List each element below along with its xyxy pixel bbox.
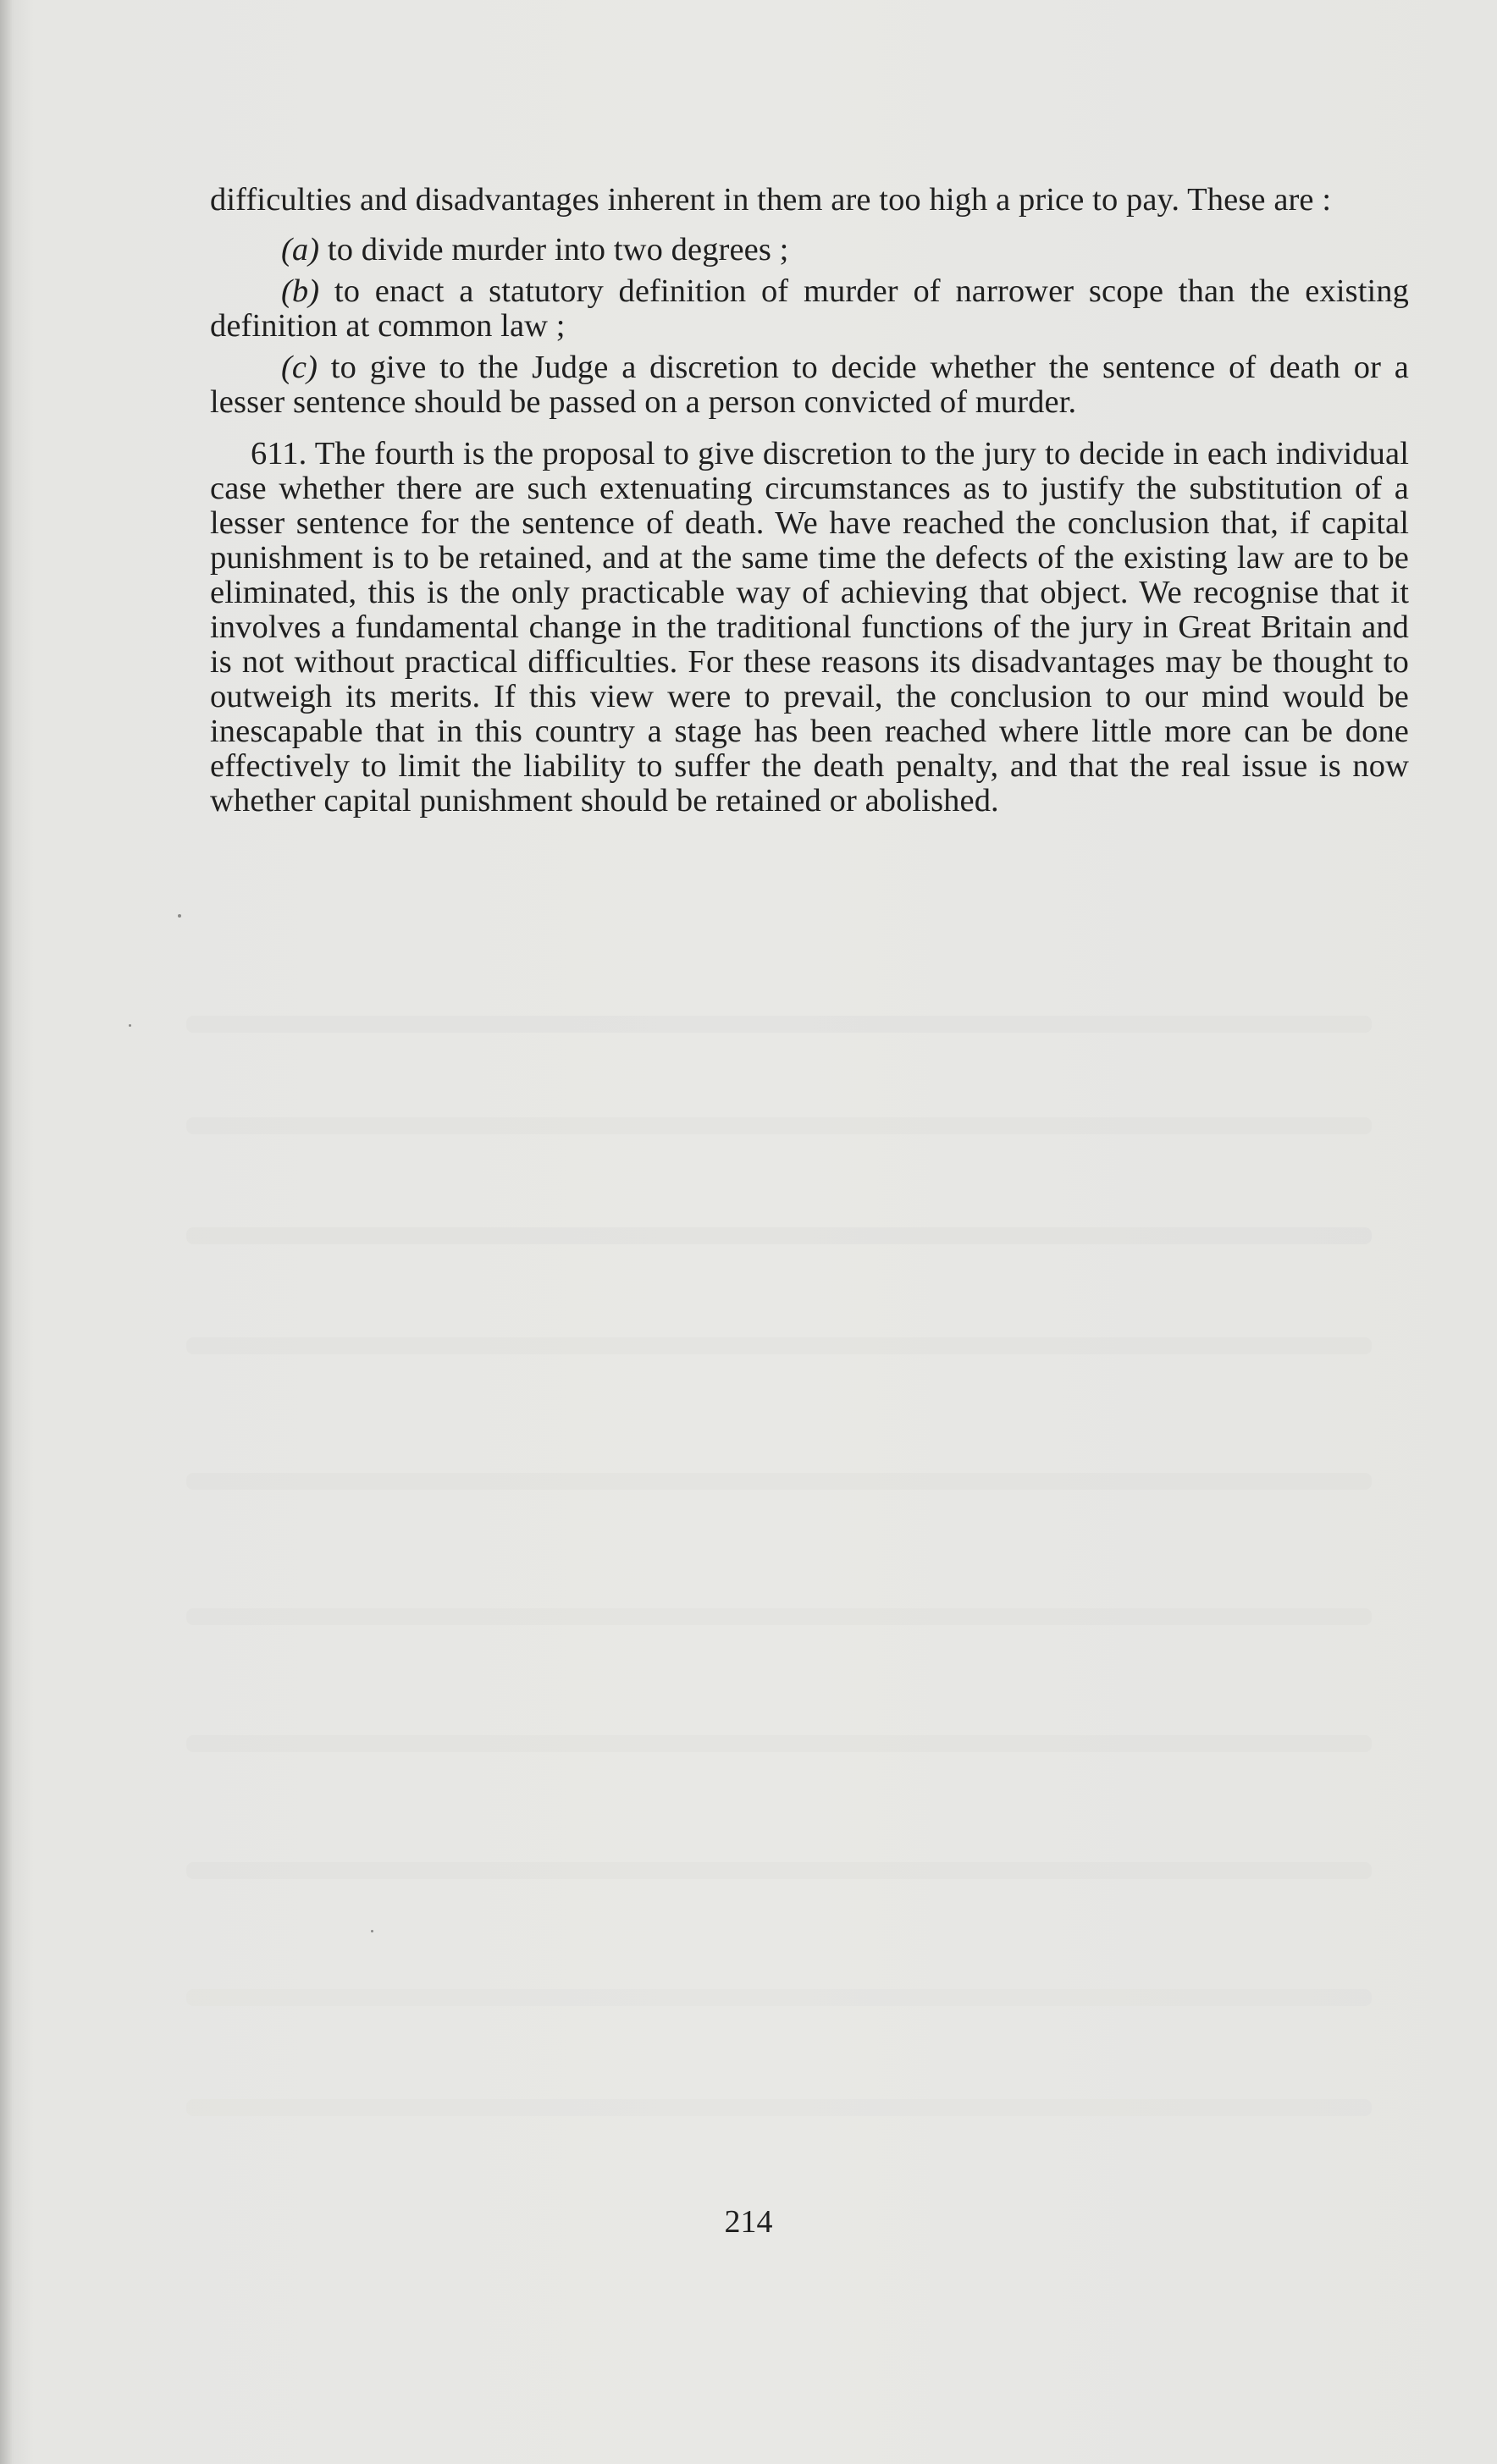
bleed-through-shadow [186,1117,1372,1134]
page-number: 214 [724,2204,773,2240]
bleed-through-shadow [186,1989,1372,2006]
bleed-through-shadow [186,1337,1372,1354]
bleed-through-shadow [186,1473,1372,1490]
bleed-through-shadow [186,1016,1372,1033]
scan-speck [371,1930,373,1932]
bleed-through-shadow [186,1227,1372,1244]
intro-paragraph: difficulties and disadvantages inherent in them are too high a price to pay. These are : [210,182,1332,218]
list-item [210,233,1409,267]
list-item-label: (a) [281,232,320,267]
list-item-text: to divide murder into two degrees ; [319,232,789,267]
body-text [210,183,1409,819]
bleed-through-shadow [186,1608,1372,1625]
scan-speck [129,1024,131,1027]
bleed-through-shadow [186,1862,1372,1879]
paragraph-611: 611. The fourth is the proposal to give discretion to the jury to decide in each individual case whether there are such extenuating circumstances as to justify the substitution of a lesser sentence for the sentence of death. We have reached the conclusion that, if capital punishment is to be retained, and at the same time the defects of the existing law are to be eliminated, this is the only practicable way of achieving that object. We recognise that it involves a fundamental change in the traditional functions of the jury in Great Britain and is not without practical difficulties. For these reasons its disadvantages may be thought to outweigh its merits. If this view were to prevail, the conclusion to our mind would be inescapable that in this country a stage has been reached where little more can be done effectively to limit the liability to suffer the death penalty, and that the real issue is now whether capital punishment should be retained or abolished. [210,436,1409,819]
list-item [210,350,1409,420]
list-item-text: to give to the Judge a discretion to decide whether the sentence of death or a lesser sentence should be passed on a person convicted of murder. [210,350,1409,420]
list-item-text: to enact a statutory definition of murder of narrower scope than the existing definition at common law ; [210,273,1409,344]
bleed-through-shadow [186,2099,1372,2116]
scan-speck [178,914,181,918]
list-item [210,274,1409,344]
bleed-through-shadow [186,1735,1372,1752]
page-left-edge [0,0,12,2464]
list-item-label: (b) [281,273,320,309]
list-item-label: (c) [281,350,318,385]
